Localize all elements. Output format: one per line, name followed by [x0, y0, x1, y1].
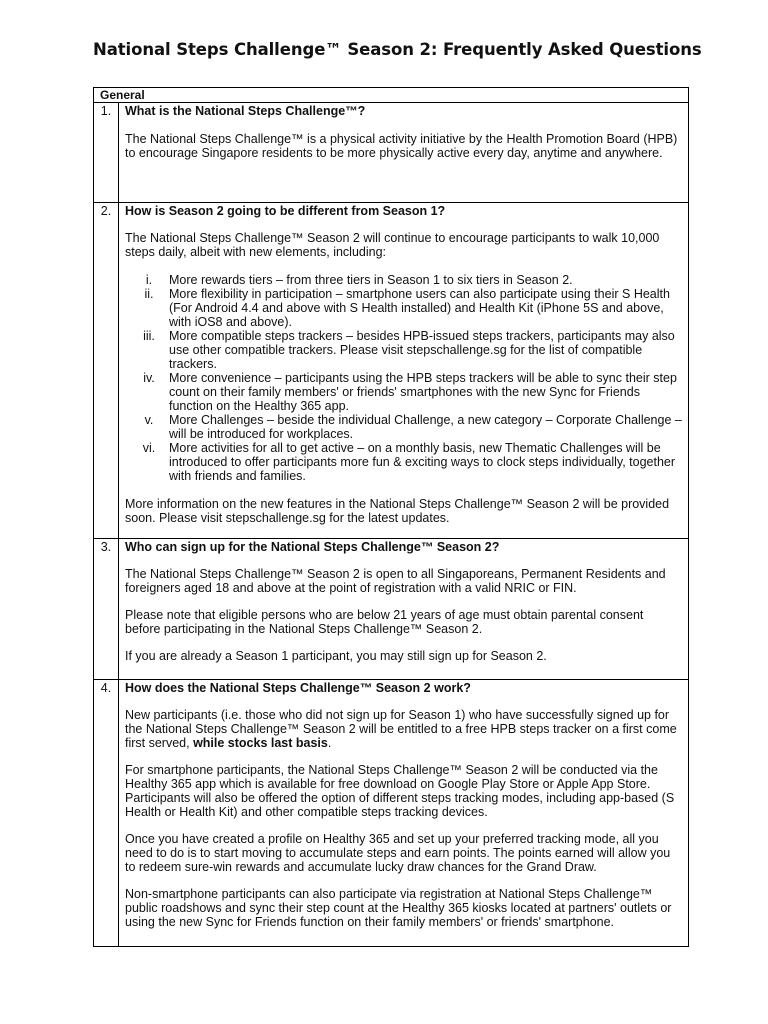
faq-question: Who can sign up for the National Steps Challenge™ Season 2? [125, 540, 500, 554]
faq-answer: For smartphone participants, the National Steps Challenge™ Season 2 will be conducted via the Healthy 365 app which is available for free download on Google Play Store or Apple App Store. Participants will also be offered the option of different steps tracking modes, including app-based (S Health or Health Kit) and other compatible steps tracking devices. [125, 763, 675, 819]
answer-text-end: . [327, 736, 332, 750]
faq-table [93, 87, 689, 947]
faq-answer: Non-smartphone participants can also participate via registration at National Steps Challenge™ public roadshows and sync their step count at the Healthy 365 kiosks located at partners' outlets or using the new Sync for Friends function on their family members' or friends' smartphone. [125, 887, 672, 929]
list-text: More compatible steps trackers – besides HPB-issued steps trackers, participants may also use other compatible trackers. Please visit stepschallenge.sg for the list of compatible trackers. [169, 329, 675, 371]
faq-row-3 [94, 539, 688, 680]
faq-row-1 [94, 103, 688, 203]
list-text: More rewards tiers – from three tiers in Season 1 to six tiers in Season 2. [169, 273, 573, 287]
list-item [125, 413, 682, 441]
answer-text: New participants (i.e. those who did not sign up for Season 1) who have successfully signed up for the National Steps Challenge™ Season 2 will be entitled to a free HPB steps tracker on a first come first served, [125, 708, 677, 750]
faq-answer [125, 708, 682, 750]
list-item [125, 441, 682, 483]
faq-question: What is the National Steps Challenge™? [125, 104, 366, 118]
list-item [125, 329, 682, 371]
faq-answer: The National Steps Challenge™ Season 2 is open to all Singaporeans, Permanent Residents and foreigners aged 18 and above at the point of registration with a valid NRIC or FIN. [125, 567, 666, 595]
faq-answer: Once you have created a profile on Healthy 365 and set up your preferred tracking mode, all you need to do is to start moving to accumulate steps and earn points. The points earned will allow you to redeem sure-win rewards and accumulate lucky draw chances for the Grand Draw. [125, 832, 671, 874]
faq-number: 2. [94, 203, 119, 538]
faq-content [119, 103, 688, 202]
faq-number: 4. [94, 680, 119, 946]
faq-content [119, 539, 688, 679]
list-text: More flexibility in participation – smartphone users can also participate using their S Health (For Android 4.4 and above with S Health installed) and Health Kit (iPhone 5S and above, with iOS8 and above). [169, 287, 670, 329]
faq-number: 1. [94, 103, 119, 202]
faq-row-4 [94, 680, 688, 946]
faq-answer: The National Steps Challenge™ is a physical activity initiative by the Health Promotion Board (HPB) to encourage Singapore residents to be more physically active every day, anytime and anywhere. [125, 132, 678, 160]
faq-row-2 [94, 203, 688, 539]
faq-answer-outro: More information on the new features in the National Steps Challenge™ Season 2 will be provided soon. Please visit stepschallenge.sg for the latest updates. [125, 497, 670, 525]
faq-answer: If you are already a Season 1 participant, you may still sign up for Season 2. [125, 649, 547, 663]
faq-content [119, 680, 688, 946]
list-text: More activities for all to get active – on a monthly basis, new Thematic Challenges will be introduced to offer participants more fun & exciting ways to clock steps individually, together with friends and families. [169, 441, 676, 483]
list-marker: v. [144, 413, 154, 427]
faq-answer: Please note that eligible persons who are below 21 years of age must obtain parental consent before participating in the National Steps Challenge™ Season 2. [125, 608, 644, 636]
faq-answer-intro: The National Steps Challenge™ Season 2 will continue to encourage participants to walk 10,000 steps daily, albeit with new elements, including: [125, 231, 660, 259]
list-item [125, 287, 682, 329]
faq-content [119, 203, 688, 538]
document-title: National Steps Challenge™ Season 2: Frequently Asked Questions [93, 40, 702, 59]
list-marker: vi. [142, 441, 156, 455]
feature-list [125, 273, 682, 483]
faq-question: How is Season 2 going to be different from Season 1? [125, 204, 446, 218]
list-item [125, 273, 682, 287]
answer-bold-text: while stocks last basis [193, 736, 328, 750]
list-marker: iv. [143, 371, 155, 385]
list-marker: ii. [144, 287, 154, 301]
list-marker: iii. [143, 329, 155, 343]
list-item [125, 371, 682, 413]
list-text: More Challenges – beside the individual Challenge, a new category – Corporate Challenge – will be introduced for workplaces. [169, 413, 682, 441]
faq-number: 3. [94, 539, 119, 679]
list-marker: i. [145, 273, 153, 287]
section-header: General [94, 88, 688, 103]
list-text: More convenience – participants using the HPB steps trackers will be able to sync their step count on their family members' or friends' smartphones with the new Sync for Friends function on the Healthy 365 app. [169, 371, 677, 413]
faq-question: How does the National Steps Challenge™ Season 2 work? [125, 681, 471, 695]
